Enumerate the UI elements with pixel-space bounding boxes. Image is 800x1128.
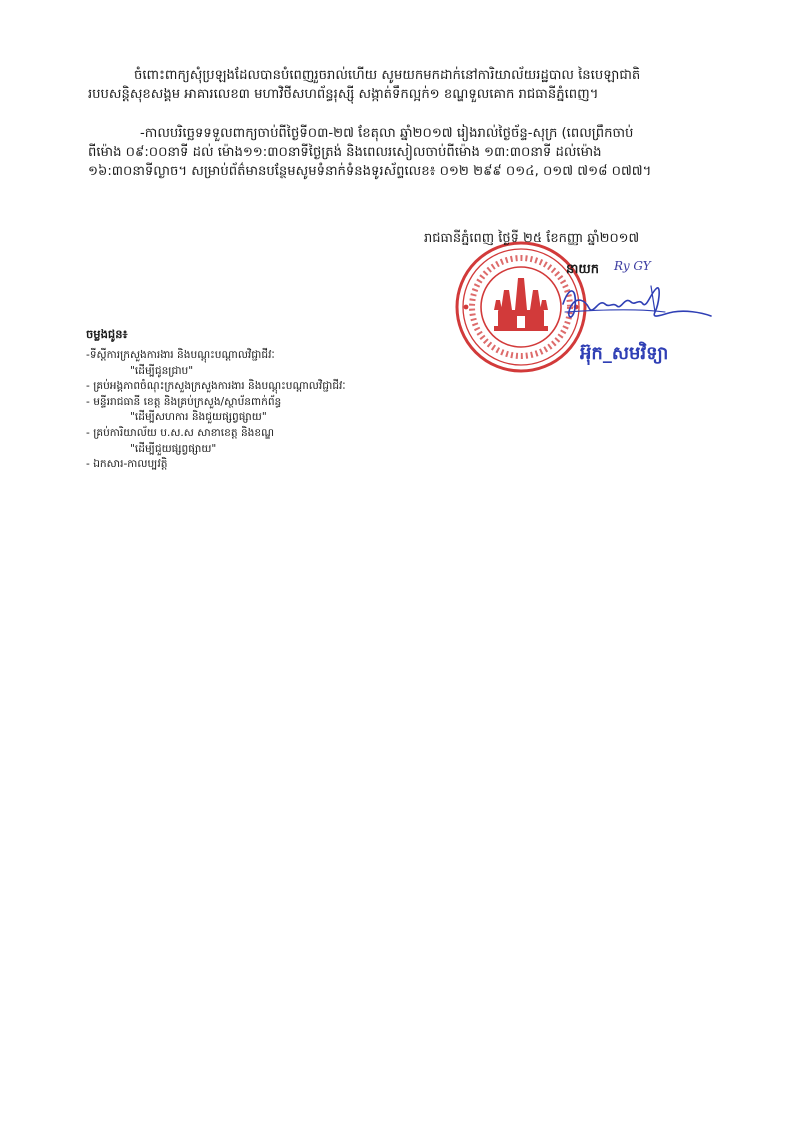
recipient-item: - គ្រប់ការិយាល័យ ប.ស.ស សាខាខេត្ត និងខណ្ឌ	[86, 426, 275, 439]
copy-recipients-heading: ចម្លងជូន៖	[86, 327, 128, 341]
recipient-purpose: "ដើម្បីជួយផ្សព្វផ្សាយ"	[130, 442, 217, 455]
recipient-item: - គ្រប់អង្គភាពចំណុះក្រសួងក្រសួងការងារ និងបណ្តុះបណ្តាលវិជ្ជាជីវៈ	[86, 380, 346, 393]
issue-date-line: រាជធានីភ្នំពេញ ថ្ងៃទី ២៥ ខែកញ្ញា ឆ្នាំ២០១៧	[424, 231, 640, 246]
angkor-temple-icon	[494, 278, 548, 331]
submission-line-2: របបសន្តិសុខសង្គម អាគារលេខ៣ មហាវិថីសហព័ន្ធរុស្ស៊ី សង្កាត់ទឹកល្អក់១ ខណ្ឌទួលគោក រាជធានីភ្នំពេញ។	[88, 87, 599, 103]
handwritten-signature	[555, 278, 715, 338]
director-initials: Ry GY	[614, 259, 651, 273]
submission-line-1: ចំពោះពាក្យសុំប្រឡងដែលបានបំពេញរួចរាល់ហើយ សូមយកមកដាក់នៅការិយាល័យរដ្ឋបាល នៃបេឡាជាតិ	[134, 68, 641, 83]
copy-recipients-list	[86, 327, 506, 473]
schedule-paragraph	[88, 124, 728, 181]
submission-paragraph	[88, 66, 728, 104]
signer-name: អ៊ុក_សមវិទ្យា	[580, 343, 669, 364]
recipient-purpose: "ដើម្បីសហការ និងជួយផ្សព្វផ្សាយ"	[130, 411, 267, 424]
recipient-item: - មន្ទីររាជធានី ខេត្ត និងគ្រប់ក្រសួង/ស្ថាប័នពាក់ព័ន្ធ	[86, 395, 282, 408]
schedule-line-1: -កាលបរិច្ឆេទទទួលពាក្យចាប់ពីថ្ងៃទី០៣-២៧ ខែតុលា ឆ្នាំ២០១៧ រៀងរាល់ថ្ងៃច័ន្ទ-សុក្រ (ពេលព្រឹកចាប់	[140, 126, 634, 141]
recipient-item: - ឯកសារ-កាលប្បវត្តិ	[86, 458, 168, 471]
director-title: នាយក	[566, 262, 600, 277]
schedule-line-3: ១៦:៣០នាទីល្ងាច។ សម្រាប់ព័ត៌មានបន្ថែមសូមទំនាក់ទំនងទូរស័ព្ទលេខ៖ ០១២ ២៩៩ ០១៤, ០១៧ ៧១៨ ០៧៧។	[88, 164, 652, 180]
recipient-item: -ទីស្តីការក្រសួងការងារ និងបណ្តុះបណ្តាលវិជ្ជាជីវៈ	[86, 349, 275, 361]
recipient-purpose: "ដើម្បីជូនជ្រាប"	[130, 364, 194, 377]
schedule-line-2: ពីម៉ោង ០៩:០០នាទី ដល់ ម៉ោង១១:៣០នាទីថ្ងៃត្រង់ និងពេលរសៀលចាប់ពីម៉ោង ១៣:៣០នាទី ដល់ម៉ោង	[88, 145, 602, 161]
